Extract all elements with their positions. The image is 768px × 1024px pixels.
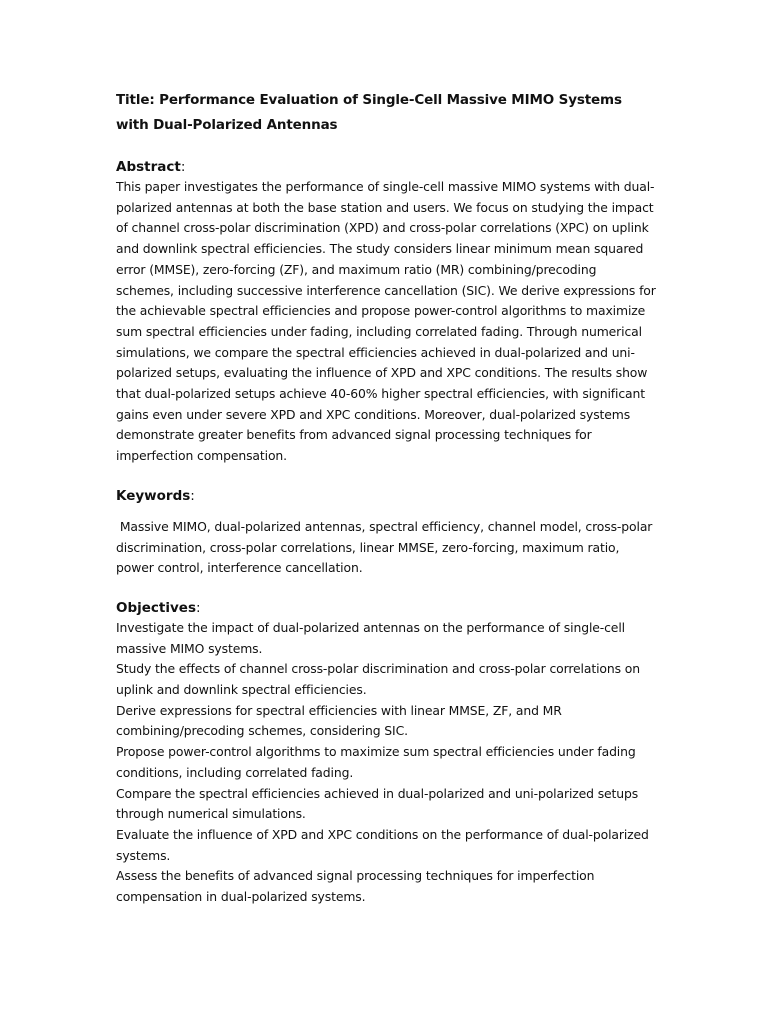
objective-item: Evaluate the influence of XPD and XPC conditions on the performance of dual-polarized systems. (116, 826, 649, 863)
objective-item: Study the effects of channel cross-polar discrimination and cross-polar correlations on uplink and downlink spectral efficiencies. (116, 661, 640, 698)
objective-item: Assess the benefits of advanced signal processing techniques for imperfection compensation in dual-polarized systems. (116, 868, 595, 905)
abstract-heading-colon: : (180, 159, 186, 175)
document-page (116, 88, 656, 908)
objective-item: Derive expressions for spectral efficiencies with linear MMSE, ZF, and MR combining/precoding schemes, considering SIC. (116, 702, 562, 739)
objectives-heading-colon: : (196, 599, 201, 616)
keywords-heading-label: Keywords (116, 487, 191, 504)
objectives-heading-label: Objectives (116, 599, 196, 616)
objectives-heading (116, 598, 656, 618)
abstract-heading (116, 157, 656, 177)
abstract-text: This paper investigates the performance of single-cell massive MIMO systems with dual-polarized antennas at both the base station and users. We focus on studying the impact of channel cross-polar discrimination (XPD) and cross-polar correlations (XPC) on uplink and downlink spectral efficiencies. The study considers linear minimum mean squared error (MMSE), zero-forcing (ZF), and maximum ratio (MR) combining/precoding schemes, including successive interference cancellation (SIC). We derive expressions for the achievable spectral efficiencies and propose power-control algorithms to maximize sum spectral efficiencies under fading, including correlated fading. Through numerical simulations, we compare the spectral efficiencies achieved in dual-polarized and uni-polarized setups, evaluating the influence of XPD and XPC conditions. The results show that dual-polarized setups achieve 40-60% higher spectral efficiencies, with significant gains even under severe XPD and XPC conditions. Moreover, dual-polarized systems demonstrate greater benefits from advanced signal processing techniques for imperfection compensation. (116, 179, 656, 464)
document-title: Title: Performance Evaluation of Single-Cell Massive MIMO Systems with Dual-Polarized Antennas (116, 92, 622, 133)
objective-item: Investigate the impact of dual-polarized antennas on the performance of single-cell massive MIMO systems. (116, 619, 625, 656)
keywords-text: Massive MIMO, dual-polarized antennas, spectral efficiency, channel model, cross-polar discrimination, cross-polar correlations, linear MMSE, zero-forcing, maximum ratio, power control, interference cancellation. (116, 518, 657, 576)
objective-item: Compare the spectral efficiencies achieved in dual-polarized and uni-polarized setups through numerical simulations. (116, 785, 639, 822)
objective-item: Propose power-control algorithms to maximize sum spectral efficiencies under fading conditions, including correlated fading. (116, 744, 636, 780)
abstract-heading-label: Abstract (116, 159, 181, 175)
objectives-list (116, 618, 656, 908)
keywords-heading (116, 486, 656, 506)
keywords-heading-colon: : (190, 487, 195, 504)
